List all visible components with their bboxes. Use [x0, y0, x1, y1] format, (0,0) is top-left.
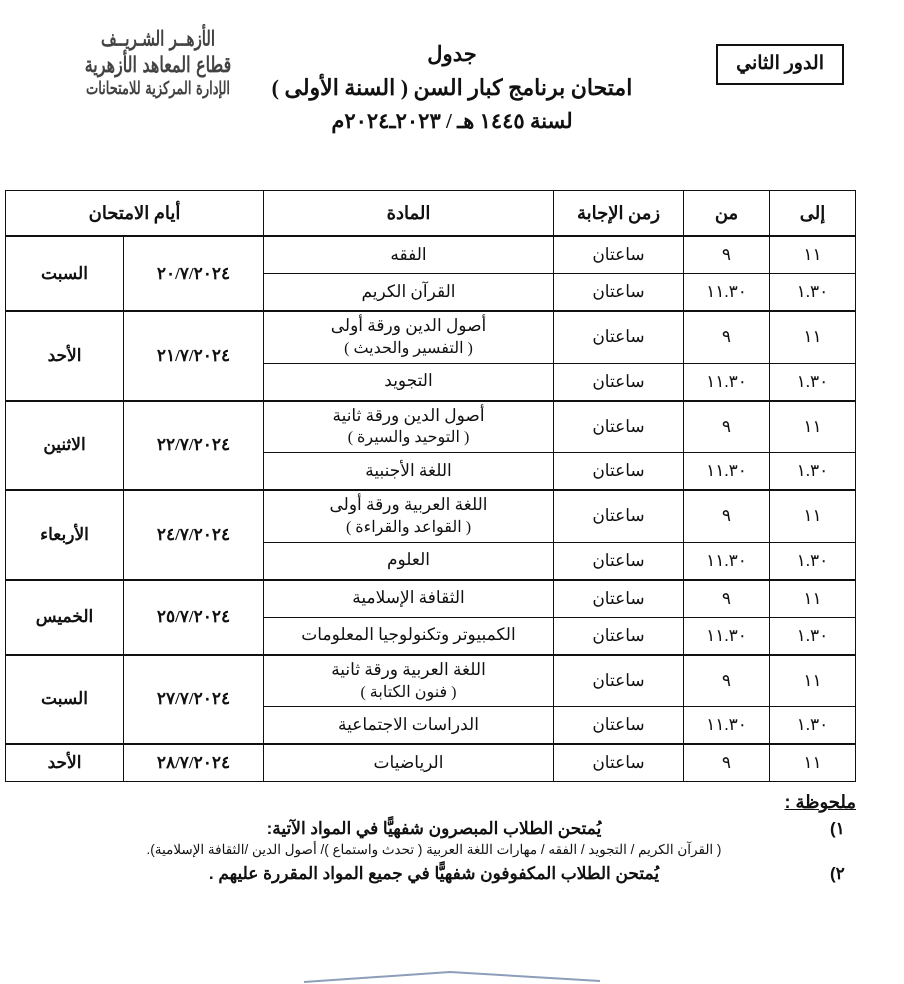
- cell-subject: الرياضيات: [264, 744, 554, 782]
- cell-from: ١١.٣٠: [684, 274, 770, 312]
- table-row: [6, 655, 856, 707]
- cell-duration: ساعتان: [554, 236, 684, 274]
- cell-subject: [264, 311, 554, 363]
- column-header-to: إلى: [770, 191, 856, 237]
- cell-subject: الثقافة الإسلامية: [264, 580, 554, 618]
- cell-to: ١١: [770, 490, 856, 542]
- cell-duration: ساعتان: [554, 401, 684, 453]
- notes-title: ملحوظة :: [784, 792, 856, 813]
- cell-date: ٢٥/٧/٢٠٢٤: [124, 580, 264, 655]
- cell-subject-detail: ( التفسير والحديث ): [344, 339, 473, 357]
- cell-subject-main: اللغة العربية ورقة أولى: [329, 495, 488, 515]
- cell-day: الاثنين: [6, 401, 124, 491]
- cell-subject: الدراسات الاجتماعية: [264, 707, 554, 745]
- table-row: [6, 236, 856, 274]
- cell-subject: [264, 401, 554, 453]
- cell-date: ٢٢/٧/٢٠٢٤: [124, 401, 264, 491]
- cell-to: ١١: [770, 236, 856, 274]
- cell-from: ١١.٣٠: [684, 542, 770, 580]
- cell-from: ١١.٣٠: [684, 363, 770, 401]
- document-header: [48, 24, 856, 184]
- cell-subject-detail: ( القواعد والقراءة ): [345, 519, 472, 536]
- cell-from: ٩: [684, 580, 770, 618]
- cell-day: الأحد: [6, 744, 124, 782]
- cell-to: ١١: [770, 580, 856, 618]
- notes-section: [48, 792, 856, 884]
- note-item: [48, 819, 856, 858]
- cell-day: الأربعاء: [6, 490, 124, 580]
- note-body: [48, 819, 820, 858]
- cell-subject: [264, 490, 554, 542]
- cell-subject: اللغة الأجنبية: [264, 453, 554, 491]
- column-header-exam-days: أيام الامتحان: [6, 191, 264, 237]
- document-subtitle: امتحان برنامج كبار السن ( السنة الأولى ): [271, 74, 633, 100]
- cell-subject: التجويد: [264, 363, 554, 401]
- cell-subject-detail: ( فنون الكتابة ): [360, 683, 457, 701]
- cell-from: ٩: [684, 744, 770, 782]
- column-header-from: من: [684, 191, 770, 237]
- cell-day: السبت: [6, 236, 124, 311]
- cell-duration: ساعتان: [554, 744, 684, 782]
- cell-date: ٢٠/٧/٢٠٢٤: [124, 236, 264, 311]
- table-row: [6, 311, 856, 363]
- logo-line-3: الإدارة المركزية للامتحانات: [85, 79, 231, 100]
- cell-to: ١.٣٠: [770, 453, 856, 491]
- cell-from: ٩: [684, 401, 770, 453]
- cell-duration: ساعتان: [554, 655, 684, 707]
- cell-duration: ساعتان: [554, 274, 684, 312]
- cell-to: ١١: [770, 401, 856, 453]
- exam-schedule-document: [0, 24, 904, 984]
- logo-line-2: قطاع المعاهد الأزهرية: [84, 51, 232, 78]
- cell-day: الأحد: [6, 311, 124, 401]
- cell-subject: الكمبيوتر وتكنولوجيا المعلومات: [264, 617, 554, 655]
- cell-to: ١١: [770, 655, 856, 707]
- note-number: ١): [830, 819, 845, 839]
- cell-day: السبت: [6, 655, 124, 745]
- cell-subject: القرآن الكريم: [264, 274, 554, 312]
- cell-to: ١١: [770, 744, 856, 782]
- cell-from: ٩: [684, 655, 770, 707]
- cell-duration: ساعتان: [554, 453, 684, 491]
- cell-duration: ساعتان: [554, 707, 684, 745]
- cell-subject-main: اللغة العربية ورقة ثانية: [331, 659, 486, 679]
- cell-from: ١١.٣٠: [684, 453, 770, 491]
- cell-date: ٢١/٧/٢٠٢٤: [124, 311, 264, 401]
- table-header-row: [6, 191, 856, 237]
- cell-date: ٢٨/٧/٢٠٢٤: [124, 744, 264, 782]
- cell-day: الخميس: [6, 580, 124, 655]
- cell-duration: ساعتان: [554, 617, 684, 655]
- cell-from: ٩: [684, 490, 770, 542]
- cell-to: ١.٣٠: [770, 707, 856, 745]
- al-azhar-logo: [58, 26, 258, 100]
- column-header-subject: المادة: [264, 191, 554, 237]
- table-row: [6, 580, 856, 618]
- scan-artifact: [300, 968, 620, 984]
- cell-duration: ساعتان: [554, 490, 684, 542]
- cell-duration: ساعتان: [554, 580, 684, 618]
- cell-to: ١.٣٠: [770, 617, 856, 655]
- cell-subject-main: أصول الدين ورقة أولى: [330, 316, 487, 335]
- note-text: يُمتحن الطلاب المبصرون شفهيًّا في المواد الآتية:: [266, 819, 602, 839]
- cell-subject: الفقه: [264, 236, 554, 274]
- cell-to: ١١: [770, 311, 856, 363]
- cell-date: ٢٧/٧/٢٠٢٤: [124, 655, 264, 745]
- cell-to: ١.٣٠: [770, 542, 856, 580]
- logo-line-1: الأزهــر الشـريــف: [100, 26, 216, 52]
- document-title: جدول: [427, 42, 477, 66]
- round-badge: الدور الثاني: [716, 44, 844, 85]
- cell-duration: ساعتان: [554, 311, 684, 363]
- cell-subject: العلوم: [264, 542, 554, 580]
- cell-to: ١.٣٠: [770, 363, 856, 401]
- column-header-duration: زمن الإجابة: [554, 191, 684, 237]
- note-item: [48, 864, 856, 884]
- cell-from: ٩: [684, 236, 770, 274]
- cell-subject-detail: ( التوحيد والسيرة ): [347, 429, 470, 447]
- cell-subject: [264, 655, 554, 707]
- cell-subject-main: أصول الدين ورقة ثانية: [332, 405, 485, 425]
- note-number: ٢): [830, 864, 845, 884]
- table-row: [6, 490, 856, 542]
- note-text: يُمتحن الطلاب المكفوفون شفهيًّا في جميع المواد المقررة عليهم .: [208, 864, 660, 884]
- cell-to: ١.٣٠: [770, 274, 856, 312]
- table-row: [6, 401, 856, 453]
- cell-from: ١١.٣٠: [684, 707, 770, 745]
- document-year: لسنة ١٤٤٥ هـ / ٢٠٢٣ـ٢٠٢٤م: [331, 108, 573, 133]
- cell-from: ٩: [684, 311, 770, 363]
- table-row: [6, 744, 856, 782]
- note-subtext: ( القرآن الكريم / التجويد / الفقه / مهارات اللغة العربية ( تحدث واستماع )/ أصول الدين /الثقافة الإسلامية).: [146, 842, 722, 858]
- cell-from: ١١.٣٠: [684, 617, 770, 655]
- cell-date: ٢٤/٧/٢٠٢٤: [124, 490, 264, 580]
- cell-duration: ساعتان: [554, 363, 684, 401]
- exam-schedule-table: [5, 190, 856, 782]
- cell-duration: ساعتان: [554, 542, 684, 580]
- note-body: [48, 864, 820, 884]
